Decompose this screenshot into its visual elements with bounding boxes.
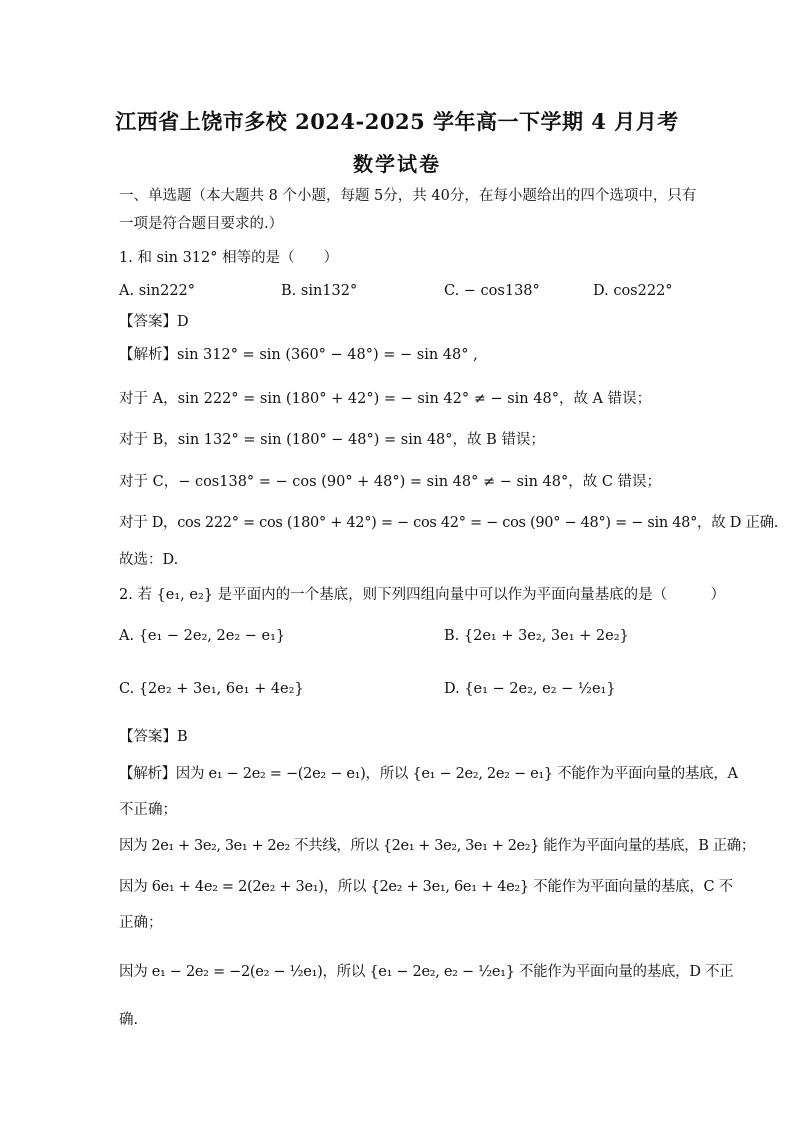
exam-subtitle: 数学试卷 — [353, 152, 441, 176]
q1-analysis-b: 对于 B，sin 132° = sin (180° − 48°) = sin 48°，故 B 错误； — [119, 432, 545, 448]
q2-analysis-1: 【解析】因为 e₁ − 2e₂ = −(2e₂ − e₁)，所以 {e₁ − 2e₂, 2e₂ − e₁} 不能作为平面向量的基底，A — [119, 766, 738, 782]
q2-analysis-3b: 正确； — [119, 915, 163, 931]
exam-title: 江西省上饶市多校 2024-2025 学年高一下学期 4 月月考 — [115, 109, 679, 134]
q1-option-a: A. sin222° — [119, 283, 196, 299]
q1-option-d: D. cos222° — [593, 283, 673, 299]
section-header-line1: 一、单选题（本大题共 8 个小题，每题 5分，共 40分，在每小题给出的四个选项中，只有 — [119, 188, 697, 204]
q1-conclusion: 故选：D. — [119, 552, 179, 568]
q2-stem: 2. 若 {e₁, e₂} 是平面内的一个基底，则下列四组向量中可以作为平面向量基底的是（ ） — [119, 587, 726, 603]
q1-answer: 【答案】D — [119, 314, 189, 330]
q2-option-d: D. {e₁ − 2e₂, e₂ − ½e₁} — [444, 681, 616, 697]
q2-analysis-2: 因为 2e₁ + 3e₂, 3e₁ + 2e₂ 不共线，所以 {2e₁ + 3e₂, 3e₁ + 2e₂} 能作为平面向量的基底，B 正确； — [119, 838, 756, 854]
q1-option-c: C. − cos138° — [444, 283, 540, 299]
q2-option-b: B. {2e₁ + 3e₂, 3e₁ + 2e₂} — [444, 628, 629, 644]
q2-answer: 【答案】B — [119, 729, 188, 745]
q1-analysis-a: 对于 A，sin 222° = sin (180° + 42°) = − sin 42° ≠ − sin 48°，故 A 错误； — [119, 391, 652, 407]
q2-analysis-1b: 不正确； — [119, 802, 177, 818]
q2-option-c: C. {2e₂ + 3e₁, 6e₁ + 4e₂} — [119, 681, 304, 697]
q2-analysis-4b: 确. — [119, 1012, 139, 1028]
q2-analysis-3: 因为 6e₁ + 4e₂ = 2(2e₂ + 3e₁)，所以 {2e₂ + 3e₁, 6e₁ + 4e₂} 不能作为平面向量的基底，C 不 — [119, 879, 733, 895]
q1-analysis-c: 对于 C，− cos138° = − cos (90° + 48°) = sin 48° ≠ − sin 48°，故 C 错误； — [119, 474, 662, 490]
q1-stem: 1. 和 sin 312° 相等的是（ ） — [119, 250, 339, 266]
q2-analysis-4: 因为 e₁ − 2e₂ = −2(e₂ − ½e₁)，所以 {e₁ − 2e₂, e₂ − ½e₁} 不能作为平面向量的基底，D 不正 — [119, 964, 734, 980]
q1-analysis: 【解析】sin 312° = sin (360° − 48°) = − sin 48° , — [119, 347, 478, 363]
q1-analysis-d: 对于 D，cos 222° = cos (180° + 42°) = − cos 42° = − cos (90° − 48°) = − sin 48°，故 D 正确. — [119, 515, 779, 531]
section-header-line2: 一项是符合题目要求的.） — [119, 216, 284, 232]
q2-option-a: A. {e₁ − 2e₂, 2e₂ − e₁} — [119, 628, 286, 644]
q1-option-b: B. sin132° — [281, 283, 358, 299]
